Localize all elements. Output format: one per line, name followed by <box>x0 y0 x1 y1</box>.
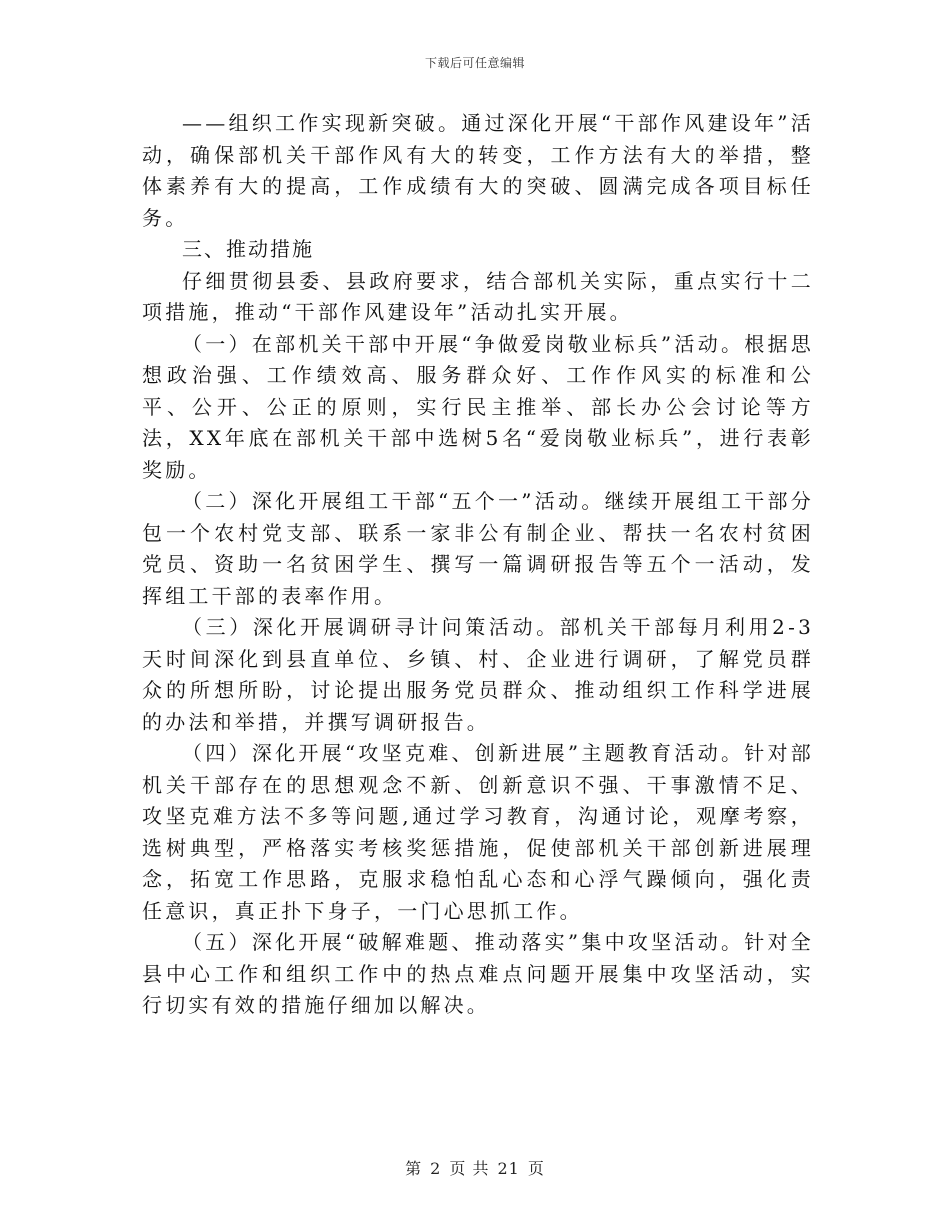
footer-suffix: 页 <box>527 1159 545 1178</box>
footer-middle: 页 共 <box>449 1159 490 1178</box>
paragraph-measure-5: （五）深化开展“破解难题、推动落实”集中攻坚活动。针对全县中心工作和组织工作中的热点难点问题开展集中攻坚活动，实行切实有效的措施仔细加以解决。 <box>142 930 814 1017</box>
paragraph-measure-2: （二）深化开展组工干部“五个一”活动。继续开展组工干部分包一个农村党支部、联系一家非公有制企业、帮扶一名农村贫困党员、资助一名贫困学生、撰写一篇调研报告等五个一活动，发挥组工干部的表率作用。 <box>142 489 814 608</box>
footer-prefix: 第 <box>405 1159 423 1178</box>
footer-current-page: 2 <box>430 1159 442 1178</box>
page-header: 下载后可任意编辑 <box>424 56 525 70</box>
paragraph-goal-breakthrough: ——组织工作实现新突破。通过深化开展“干部作风建设年”活动，确保部机关干部作风有大的转变，工作方法有大的举措，整体素养有大的提高，工作成绩有大的突破、圆满完成各项目标任务。 <box>142 111 814 230</box>
section-heading-measures: 三、推动措施 <box>182 237 314 261</box>
paragraph-measure-4: （四）深化开展“攻坚克难、创新进展”主题教育活动。针对部机关干部存在的思想观念不新、创新意识不强、干事激情不足、攻坚克难方法不多等问题,通过学习教育，沟通讨论，观摩考察，选树典型，严格落实考核奖惩措施，促使部机关干部创新进展理念，拓宽工作思路，克服求稳怕乱心态和心浮气躁倾向，强化责任意识，真正扑下身子，一门心思抓工作。 <box>142 741 814 923</box>
footer-total-pages: 21 <box>497 1159 520 1178</box>
paragraph-measure-3: （三）深化开展调研寻计问策活动。部机关干部每月利用2-3天时间深化到县直单位、乡镇、村、企业进行调研，了解党员群众的所想所盼，讨论提出服务党员群众、推动组织工作科学进展的办法和举措，并撰写调研报告。 <box>142 615 814 734</box>
paragraph-measures-intro: 仔细贯彻县委、县政府要求，结合部机关实际，重点实行十二项措施，推动“干部作风建设年”活动扎实开展。 <box>142 268 814 324</box>
page-footer <box>0 1156 950 1179</box>
document-body <box>142 108 814 1022</box>
paragraph-measure-1: （一）在部机关干部中开展“争做爱岗敬业标兵”活动。根据思想政治强、工作绩效高、服务群众好、工作作风实的标准和公平、公开、公正的原则，实行民主推举、部长办公会讨论等方法，XX年底在部机关干部中选树5名“爱岗敬业标兵”，进行表彰奖励。 <box>142 331 814 482</box>
